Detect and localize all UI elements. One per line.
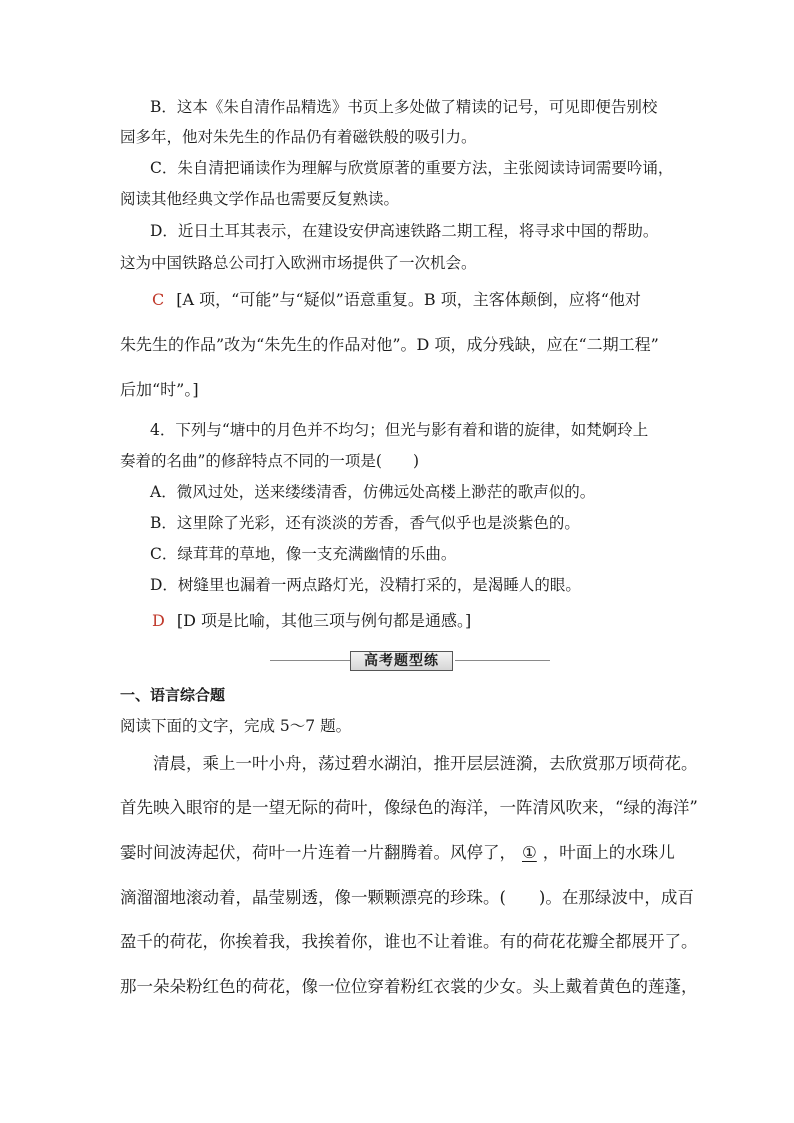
q4-answer	[152, 611, 471, 631]
q4-stem-line2: 奏着的名曲”的修辞特点不同的一项是( )	[120, 452, 420, 470]
instruction: 阅读下面的文字，完成 5～7 题。	[120, 717, 352, 735]
q4-answer-letter: D	[152, 611, 165, 630]
option-c-line2: 阅读其他经典文学作品也需要反复熟读。	[120, 190, 400, 208]
q3-answer-text-1: [A 项，“可能”与“疑似”语意重复。B 项，主客体颠倒，应将“他对	[176, 290, 641, 309]
passage-line4: 滴溜溜地滚动着，晶莹剔透，像一颗颗漂亮的珍珠。( )。在那绿波中，成百	[120, 888, 694, 907]
section1-heading: 一、语言综合题	[120, 686, 226, 704]
section-banner-label: 高考题型练	[350, 651, 453, 671]
q3-answer-letter: C	[152, 290, 165, 309]
passage-line3-after: ，叶面上的水珠儿	[542, 843, 675, 862]
q4-option-d: D．树缝里也漏着一两点路灯光，没精打采的，是渴睡人的眼。	[150, 576, 581, 594]
q3-answer-line2: 朱先生的作品”改为“朱先生的作品对他”。D 项，成分残缺，应在“二期工程”	[120, 335, 659, 354]
section-banner	[0, 651, 794, 671]
passage-line3-before: 霎时间波涛起伏，荷叶一片连着一片翻腾着。风停了，	[120, 843, 516, 862]
option-d-line2: 这为中国铁路总公司打入欧洲市场提供了一次机会。	[120, 254, 477, 272]
option-b-line2: 园多年，他对朱先生的作品仍有着磁铁般的吸引力。	[120, 128, 477, 146]
q3-answer-line1	[152, 290, 641, 310]
q4-stem-line1: 4．下列与“塘中的月色并不均匀；但光与影有着和谐的旋律，如梵婀玲上	[150, 421, 649, 439]
q3-answer-line3: 后加“时”。]	[120, 380, 199, 399]
q4-option-a: A．微风过处，送来缕缕清香，仿佛远处高楼上渺茫的歌声似的。	[150, 483, 596, 501]
option-c-line1: C．朱自清把诵读作为理解与欣赏原著的重要方法，主张阅读诗词需要吟诵，	[150, 159, 674, 177]
q4-option-b: B．这里除了光彩，还有淡淡的芳香，香气似乎也是淡紫色的。	[150, 514, 580, 532]
q4-answer-text: [D 项是比喻，其他三项与例句都是通感。]	[176, 611, 472, 630]
option-b-line1: B．这本《朱自清作品精选》书页上多处做了精读的记号，可见即便告别校	[150, 98, 658, 116]
banner-rule-left	[270, 660, 350, 661]
passage-line1: 清晨，乘上一叶小舟，荡过碧水湖泊，推开层层涟漪，去欣赏那万顷荷花。	[153, 754, 698, 773]
passage-line2: 首先映入眼帘的是一望无际的荷叶，像绿色的海洋，一阵清风吹来，“绿的海洋”	[120, 798, 698, 817]
blank-1: ①	[522, 843, 537, 862]
banner-rule-right	[455, 660, 550, 661]
q4-option-c: C．绿茸茸的草地，像一支充满幽情的乐曲。	[150, 545, 457, 563]
passage-line5: 盈千的荷花，你挨着我，我挨着你，谁也不让着谁。有的荷花花瓣全都展开了。	[120, 932, 698, 951]
option-d-line1: D．近日土耳其表示，在建设安伊高速铁路二期工程，将寻求中国的帮助。	[150, 222, 659, 240]
passage-line3	[120, 842, 675, 864]
passage-line6: 那一朵朵粉红色的荷花，像一位位穿着粉红衣裳的少女。头上戴着黄色的莲蓬，	[120, 977, 698, 996]
